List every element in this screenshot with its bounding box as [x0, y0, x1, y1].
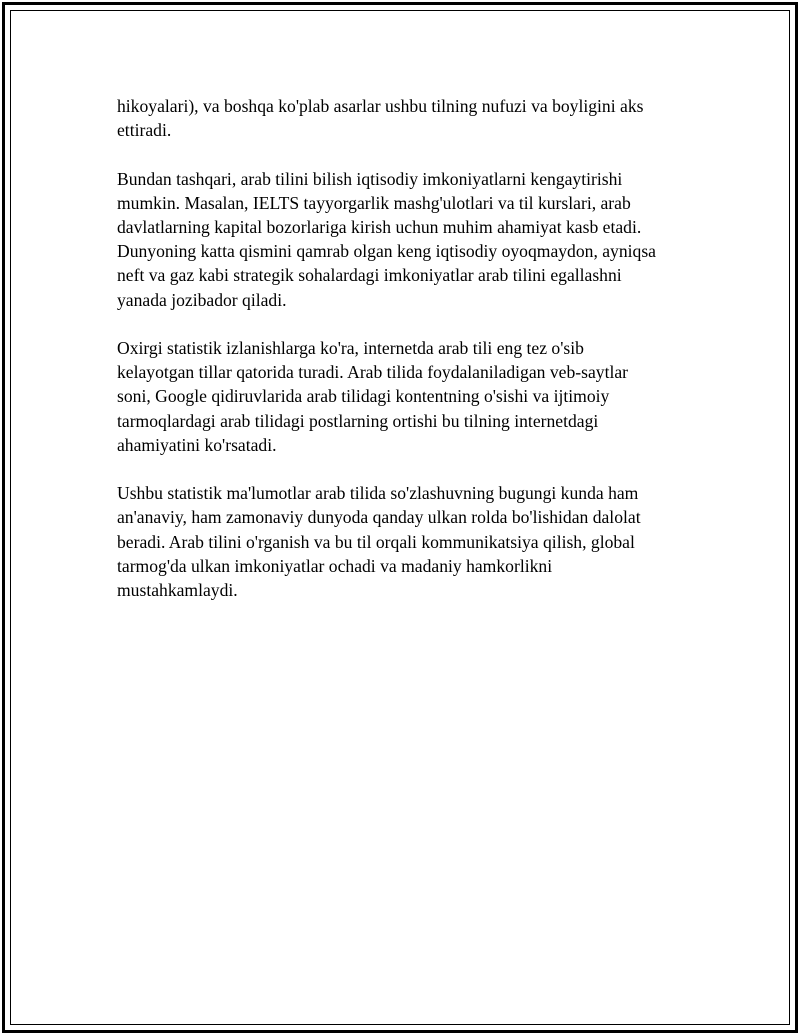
paragraph-4: Ushbu statistik ma'lumotlar arab tilida so'zlashuvning bugungi kunda ham an'anaviy, ham zamonaviy dunyoda qanday ulkan rolda bo'lishidan dalolat beradi. Arab tilini o'rganish va bu til orqali kommunikatsiya qilish, global tarmog'da ulkan imkoniyatlar ochadi va madaniy hamkorlikni mustahkamlaydi. — [117, 483, 641, 601]
paragraph-2: Bundan tashqari, arab tilini bilish iqtisodiy imkoniyatlarni kengaytirishi mumkin. Masalan, IELTS tayyorgarlik mashg'ulotlari va til kurslari, arab davlatlarning kapital bozorlariga kirish uchun muhim ahamiyat kasb etadi. Dunyoning katta qismini qamrab olgan keng iqtisodiy oyoqmaydon, ayniqsa neft va gaz kabi strategik sohalardagi imkoniyatlar arab tilini egallashni yanada jozibador qiladi. — [117, 168, 656, 310]
paragraph-3: Oxirgi statistik izlanishlarga ko'ra, internetda arab tili eng tez o'sib kelayotgan tillar qatorida turadi. Arab tilida foydalaniladigan veb-saytlar soni, Google qidiruvlarida arab tilidagi kontentning o'sishi va ijtimoiy tarmoqlardagi arab tilidagi postlarning ortishi bu tilning internetdagi ahamiyatini ko'rsatadi. — [117, 338, 629, 455]
paragraph-1: hikoyalari), va boshqa ko'plab asarlar ushbu tilning nufuzi va boyligini aks ettiradi. — [117, 96, 644, 141]
document-body — [117, 94, 697, 626]
